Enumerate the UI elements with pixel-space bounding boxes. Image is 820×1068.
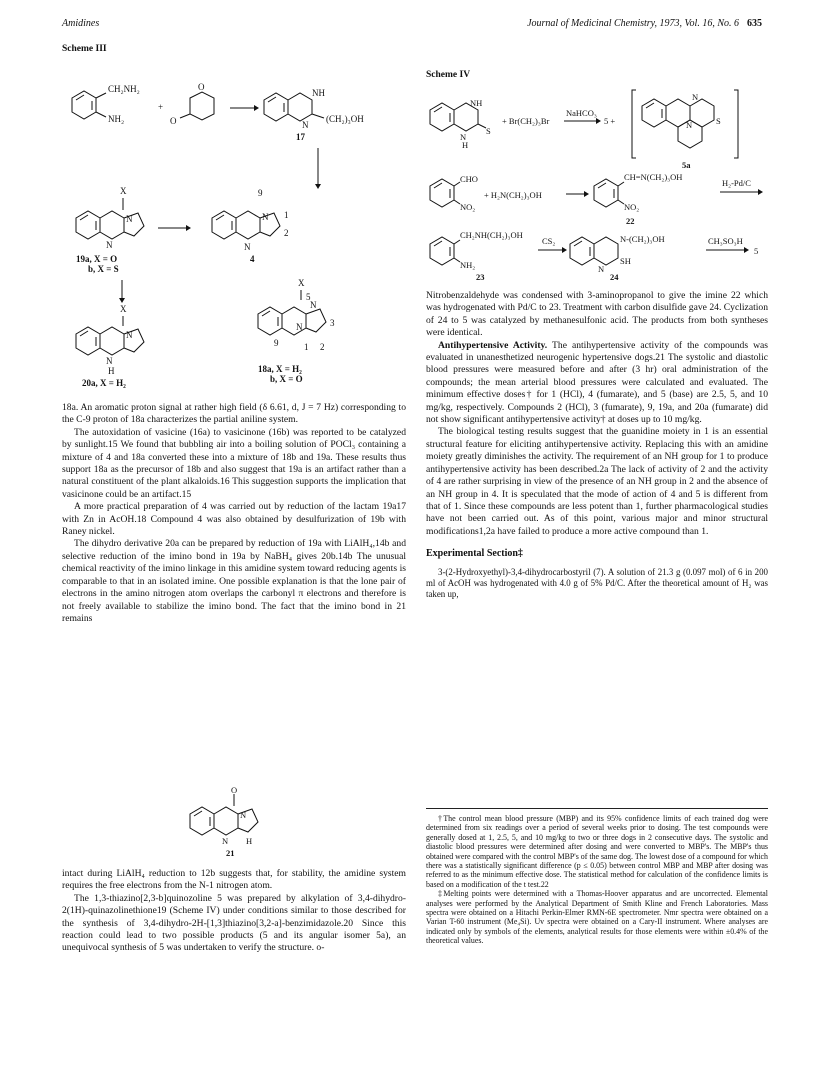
n-label-18a: N [310,300,317,310]
n-label-5a-a: N [692,92,699,102]
compound-5a-label: 5a [682,160,691,170]
h2pd-label: H₂-Pd/C [722,178,751,188]
compound-22-label: 22 [626,216,635,226]
scheme-iii-title: Scheme III [62,44,107,54]
s-label-5a: S [716,116,721,126]
locant-2: 2 [284,228,289,238]
cs2-label: CS₂ [542,236,556,246]
running-head-right [527,18,762,29]
structure-20 [76,316,144,355]
compound-18b-label: b, X = O [270,374,303,384]
activity-heading: Antihypertensive Activity. [438,339,548,351]
compound-21-label: 21 [226,848,235,856]
page-number: 635 [747,18,762,29]
scheme-iv-diagram [426,84,768,284]
five-plus-label: 5 + [604,116,616,126]
experimental-section-heading: Experimental Section‡ [426,548,523,560]
compound-20-label: 20a, X = H₂ [82,378,126,388]
running-head-left: Amidines [62,18,100,29]
n-label-s4: N [460,132,467,142]
n-label-21a: N [240,810,247,820]
sh-label: SH [620,256,631,266]
paragraph: The dihydro derivative 20a can be prepared by reduction of 19a with LiAlH₄,14b and selective reduction of the imino bond in 19a by NaBH₄ gives 20b.14b The unusual chemical reactivity of the imino linkage in this amidine system toward reducing agents is comparable to that in an isolated imine. One possible explanation is that the lone pair of electrons in the amino nitrogen atom overlaps the carbonyl π electrons and therefore is not freely available to stabilize the imino bond. The fact that the imino bond in 21 remains [62,538,406,624]
paragraph: The autoxidation of vasicine (16a) to vasicinone (16b) was reported to be catalyzed by sunlight.15 We found that bubbling air into a boiling solution of POCl₃ containing a mixture of 4 and 18a converted these into a mixture of 18b and 19a. These results thus support 18a as the precursor of 18b and also suggest that 19a is an artifact rather than a natural constituent of the plant alkaloids.16 This suggestion supports the implication that vasicinone could be an artifact.15 [62,426,406,500]
nahco3-label: NaHCO₃ [566,108,597,118]
nh2-label-s4: NH₂ [460,260,476,270]
structure-24 [570,237,618,265]
compound-19-label: 19a, X = O [76,254,118,264]
nh-label-s4: NH [470,98,483,108]
compound-17-label: 17 [296,132,305,142]
locant-9: 9 [258,188,263,198]
n-label-19a: N [126,214,133,224]
dibromopropane-label: + Br(CH₂)₃Br [502,116,550,126]
compound-4-label: 4 [250,254,255,264]
scheme-iii-diagram [62,60,406,388]
compound-23-label: 23 [476,272,485,282]
paragraph: intact during LiAlH₄ reduction to 12b suggests that, for stability, the amidine system requires the free electrons from the N-1 nitrogen atom. [62,868,406,892]
paragraph: The biological testing results suggest that the guanidine moiety in 1 is an essential structural feature for eliciting antihypertensive activity. Replacing this with an amidine moiety greatly diminishes the activity. The requirement of an NH group for 1 to produce antihypertensive activity has been described.2a The lack of activity of 2 and the activity of 4 are rather surprising in view of the presence of an NH group in 2 and the absence of an NH group in 4. It is speculated that the mode of action of 4 and 5 is different from that of 1. Since these compounds are less potent than 1, further pharmacological studies have not been carried out. As of this point, various major and minor structural modifications1,2a have failed to produce a more active compound than 1. [426,426,768,537]
n-label-18b: N [296,322,303,332]
locant-5: 5 [306,292,311,302]
locant-3: 3 [330,318,335,328]
cho-label: CHO [460,174,478,184]
paragraph-activity [426,340,768,427]
structure-21-figure [180,786,290,856]
ch23oh-label: (CH₂)₃OH [326,114,364,124]
no2-label-b: NO₂ [624,202,640,212]
lactone-ring [180,92,214,120]
h-label-20: H [108,366,115,376]
paragraph: 18a. An aromatic proton signal at rather high field (δ 6.61, d, J = 7 Hz) corresponding to the C-9 proton of 18a characterizes the partial aniline system. [62,402,406,426]
footnote-dagger: †The control mean blood pressure (MBP) and its 95% confidence limits of each trained dog were determined from six readings over a period of several weeks prior to dosing. The test compounds were generally dosed at 1, 2.5, 5, and 10 mg/kg to two or three dogs in 2 consecutive days. The systolic and diastolic blood pressures were determined after dosing and were converted to MBP's. The MBP's thus obtained were compared with the control MBP's of the same dog. The lowest dose of a compound for which there was a statistically significant difference (p ≤ 0.05) between control MBP and MBP after dosing was referred to as the minimum effective dose. The statistical method for calculation of the confidence limits is based on a modification of the t test.22 [426,814,768,889]
structure-4 [212,211,280,239]
footnotes [426,814,768,946]
footnote-double-dagger: ‡Melting points were determined with a Thomas-Hoover apparatus and are uncorrected. Elemental analyses were performed by the Analytical Department of Smith Kline and French Laboratories. Mass spectra were obtained on a Hitachi Perkin-Elmer RMN-6E spectrometer. Nmr spectra were obtained on a Varian T-60 instrument (Me₄Si). Uv spectra were obtained on a Cary-II instrument. Where analyses are indicated only by symbols of the elements, analytical results for those elements were within ±0.4% of the theoretical values. [426,889,768,946]
nh2-label: NH₂ [108,114,125,124]
imine-label: CH=N(CH₂)₃OH [624,172,683,182]
compound-18-label: 18a, X = H₂ [258,364,302,374]
h-label-21: H [246,836,253,846]
aminopropanol-label: + H₂N(CH₂)₃OH [484,190,542,200]
x-label-19: X [120,186,127,196]
structure-5a [632,90,738,158]
paragraph: A more practical preparation of 4 was carried out by reduction of the lactam 19a17 with Zn in AcOH.18 Compound 4 was also obtained by desulfurization of 19b with Raney nickel. [62,501,406,538]
journal-citation: Journal of Medicinal Chemistry, 1973, Vol. 16, No. 6 [527,18,739,29]
n-ch-label: N-(CH₂)₃OH [620,234,665,244]
ch2nh-label: CH₂NH(CH₂)₃OH [460,230,523,240]
x-label-20: X [120,304,127,314]
ch2nh2-label: CH₂NH₂ [108,84,140,94]
right-column [426,290,768,600]
lactone-o-label: O [198,82,205,92]
s-label-s4: S [486,126,491,136]
footnote-rule [426,808,768,809]
n-label-20a: N [126,330,133,340]
locant-2b: 2 [320,342,325,352]
compound-19b-label: b, X = S [88,264,119,274]
structure-23 [430,237,460,265]
paragraph: Nitrobenzaldehyde was condensed with 3-aminopropanol to give the imine 22 which was hydrogenated with Pd/C to 23. Treatment with carbon disulfide gave 24. Cyclization of 24 to 5 was catalyzed by methanesulfonic acid. The products from both syntheses were identical. [426,290,768,339]
n-label-17: N [302,120,309,130]
carbonyl-o-label: O [170,116,177,126]
nh-label: NH [312,88,325,98]
nitrobenzaldehyde [430,179,460,207]
locant-1b: 1 [304,342,309,352]
product-5-label: 5 [754,246,759,256]
h-label-s4: H [462,140,469,150]
o-label-21: O [231,786,238,795]
left-column-upper [62,402,406,625]
activity-text: The antihypertensive activity of the compounds was evaluated in unanesthetized neurogenic hypertensive dogs.21 The systolic and diastolic blood pressures were measured before and after (3 hr) oral administration of the compounds; the mean arterial blood pressures were calculated and evaluated. The minimum effective doses† for 1 (HCl), 4 (fumarate), and 5 (base) are 2.5, 5, and 10 mg/kg, respectively. Compounds 2 (HCl), 3 (fumarate), 9, 19a, and 20a (fumarate) did not show significant antihypertensive activity† at doses up to 10 mg/kg. [426,339,768,426]
compound-24-label: 24 [610,272,619,282]
n-label-21b: N [222,836,229,846]
scheme-iv-title: Scheme IV [426,70,471,80]
plus-sign: + [158,102,164,112]
structure-18 [258,290,326,335]
n-label-19b: N [106,240,113,250]
structure-19 [76,198,144,239]
x-label-18: X [298,278,305,288]
left-column-lower [62,868,406,955]
n-label-5a-b: N [686,120,693,130]
experimental-paragraph: 3-(2-Hydroxyethyl)-3,4-dihydrocarbostyril (7). A solution of 21.3 g (0.097 mol) of 6 in 200 ml of AcOH was hydrogenated with 4.0 g of 5% Pd/C. After the theoretical amount of H₂ was taken up, [426,566,768,599]
n-label-4a: N [262,212,269,222]
locant-9b: 9 [274,338,279,348]
no2-label-a: NO₂ [460,202,476,212]
ch3so3h-label: CH₃SO₃H [708,236,743,246]
paragraph: The 1,3-thiazino[2,3-b]quinozoline 5 was prepared by alkylation of 3,4-dihydro-2(1H)-quinazolinethione19 (Scheme IV) under conditions similar to those described for the synthesis of 3,4-dihydro-2H-[1,3]thiazino[3,2-a]-benzimidazole.20 Since this reaction could lead to two possible products (5 and its angular isomer 5a), an unequivocal synthesis of 5 was undertaken to verify the structure. o- [62,892,406,954]
n-label-20b: N [106,356,113,366]
structure-22 [594,179,624,207]
benzene-ring-aminobenzylamine [72,91,106,119]
locant-1: 1 [284,210,289,220]
n-label-24: N [598,264,605,274]
n-label-4b: N [244,242,251,252]
